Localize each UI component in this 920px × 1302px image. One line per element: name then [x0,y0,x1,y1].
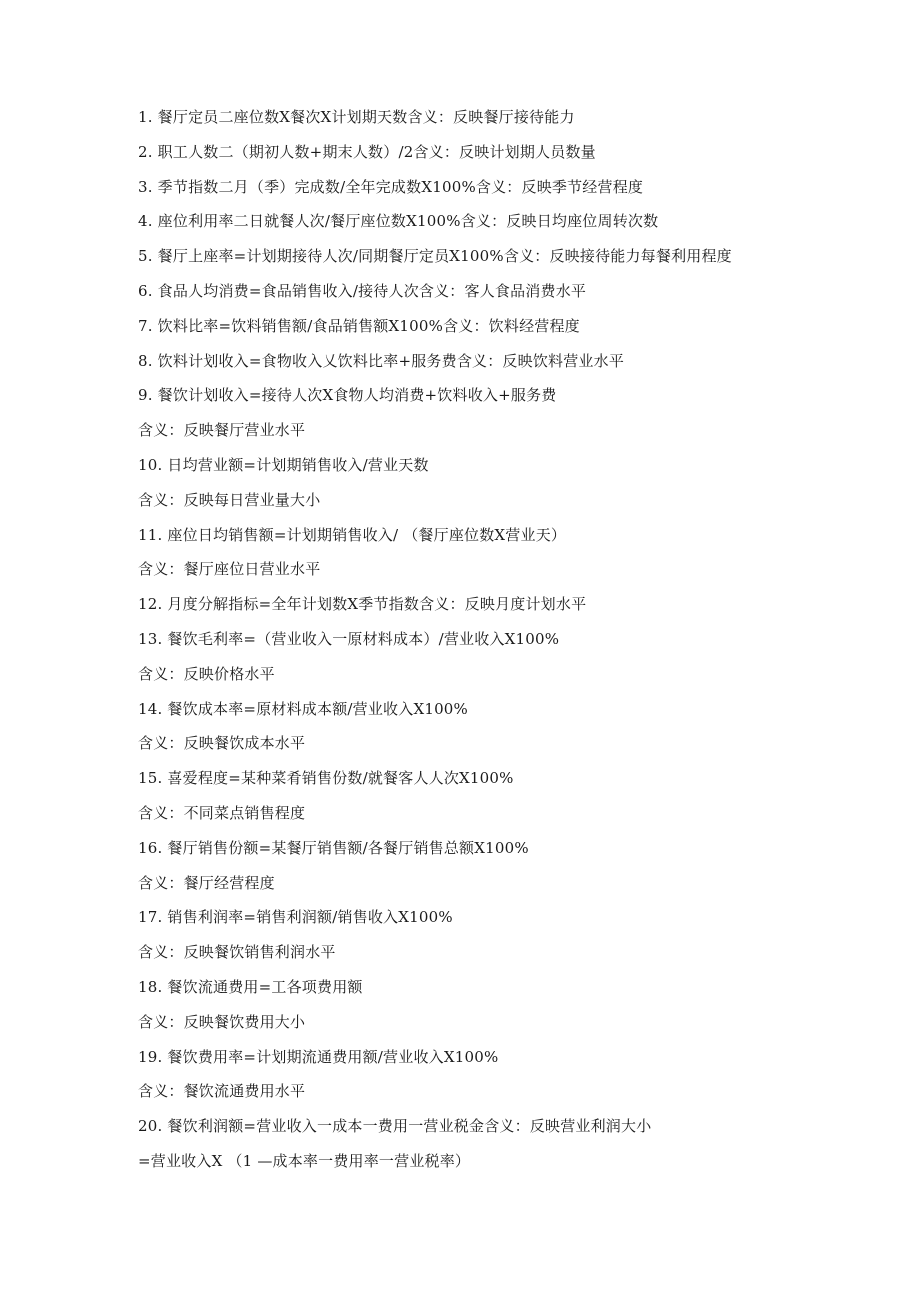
text-line-11: 10. 日均营业额=计划期销售收入/营业天数 [138,455,429,474]
document-body [138,106,818,1185]
text-line-16: 13. 餐饮毛利率=（营业收入一原材料成本）/营业收入X100% [138,629,560,648]
text-line-20: 15. 喜爱程度=某种菜肴销售份数/就餐客人人次X100% [138,769,514,788]
text-line-5: 5. 餐厅上座率=计划期接待人次/同期餐厅定员X100%含义：反映接待能力每餐利用程度 [138,247,732,266]
text-line-9: 9. 餐饮计划收入=接待人次X食物人均消费+饮料收入+服务费 [138,386,557,405]
text-line-18: 14. 餐饮成本率=原材料成本额/营业收入X100% [138,699,469,718]
text-line-8: 8. 饮料计划收入=食物收入乂饮料比率+服务费含义：反映饮料营业水平 [138,351,625,370]
text-line-30: 20. 餐饮利润额=营业收入一成本一费用一营业税金含义：反映营业利润大小 [138,1117,652,1136]
text-line-19: 含义：反映餐饮成本水平 [138,734,306,753]
text-line-27: 含义：反映餐饮费用大小 [138,1012,306,1031]
text-line-24: 17. 销售利润率=销售利润额/销售收入X100% [138,908,453,927]
text-line-14: 含义：餐厅座位日营业水平 [138,560,321,579]
text-line-17: 含义：反映价格水平 [138,664,275,683]
text-line-4: 4. 座位利用率二日就餐人次/餐厅座位数X100%含义：反映日均座位周转次数 [138,212,659,231]
text-line-25: 含义：反映餐饮销售利润水平 [138,943,336,962]
text-line-28: 19. 餐饮费用率=计划期流通费用额/营业收入X100% [138,1047,499,1066]
text-line-7: 7. 饮料比率=饮料销售额/食品销售额X100%含义：饮料经营程度 [138,316,580,335]
text-line-6: 6. 食品人均消费=食品销售收入/接待人次含义：客人食品消费水平 [138,281,587,300]
text-line-15: 12. 月度分解指标=全年计划数X季节指数含义：反映月度计划水平 [138,595,587,614]
text-line-22: 16. 餐厅销售份额=某餐厅销售额/各餐厅销售总额X100% [138,838,529,857]
text-line-29: 含义：餐饮流通费用水平 [138,1082,306,1101]
text-line-3: 3. 季节指数二月（季）完成数/全年完成数X100%含义：反映季节经营程度 [138,177,644,196]
text-line-2: 2. 职工人数二（期初人数+期末人数）/2含义：反映计划期人员数量 [138,142,596,161]
text-line-23: 含义：餐厅经营程度 [138,873,275,892]
text-line-12: 含义：反映每日营业量大小 [138,490,321,509]
text-line-1: 1. 餐厅定员二座位数X餐次X计划期天数含义：反映餐厅接待能力 [138,108,575,126]
text-line-31: =营业收入X （1 —成本率一费用率一营业税率） [138,1151,471,1170]
text-line-13: 11. 座位日均销售额=计划期销售收入/ （餐厅座位数X营业天） [138,525,567,544]
text-line-26: 18. 餐饮流通费用=工各项费用额 [138,977,363,996]
text-line-21: 含义：不同菜点销售程度 [138,803,306,822]
text-line-10: 含义：反映餐厅营业水平 [138,421,306,440]
